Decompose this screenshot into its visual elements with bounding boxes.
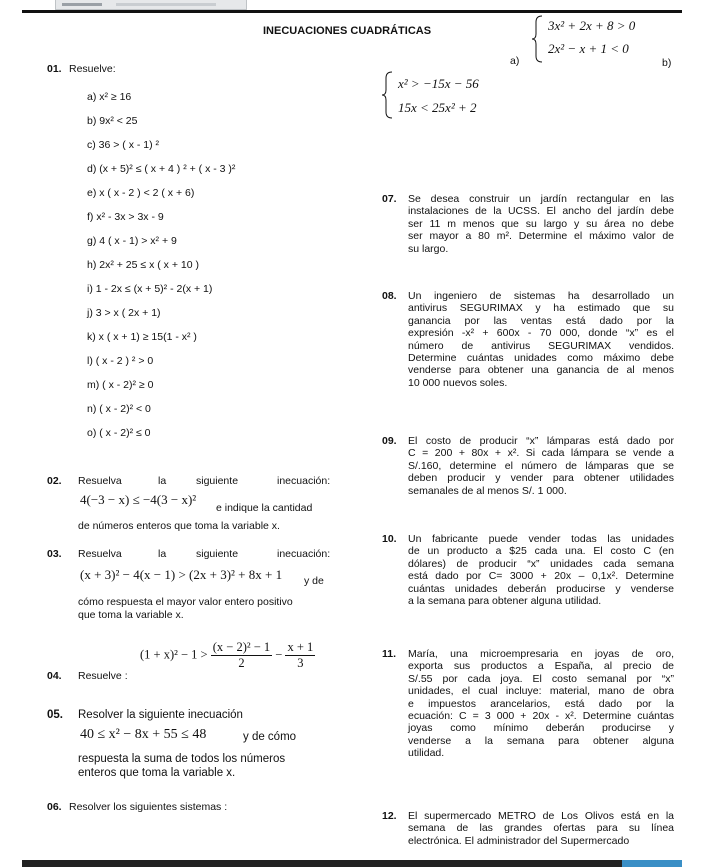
- q04-fraction-1: [211, 640, 272, 671]
- q10-line: está dado por C= 3000 + 20x – 0,1x². Determine: [408, 570, 674, 583]
- top-rule: [22, 10, 682, 13]
- bottom-tab: [622, 860, 682, 867]
- q10-number: 10.: [382, 533, 397, 545]
- system-a-line1: 3x² + 2x + 8 > 0: [548, 18, 636, 33]
- q04-f2-num: x + 1: [287, 640, 314, 654]
- q03-expression: (x + 3)² − 4(x − 1) > (2x + 3)² + 8x + 1: [80, 567, 283, 582]
- q06-label: Resolver los siguientes sistemas :: [69, 801, 228, 813]
- q09-text: [408, 435, 674, 497]
- q02-number: 02.: [47, 475, 62, 487]
- q10-line: Un fabricante puede vender todas las unidades: [408, 533, 674, 545]
- q03-number: 03.: [47, 548, 62, 560]
- bottom-rule: [22, 860, 682, 867]
- q11-number: 11.: [382, 648, 397, 660]
- q04-fraction-2: [285, 640, 315, 671]
- q11-line: exporta sus productos a España, al precio de: [408, 660, 674, 673]
- q12-line: semana de las grandes ofertas para su línea: [408, 822, 674, 835]
- q04-f1-den: 2: [238, 656, 245, 670]
- system-b-line1: x² > −15x − 56: [398, 76, 479, 91]
- q11-block: [382, 648, 674, 760]
- q07-line: Se desea construir un jardín rectangular en las: [408, 193, 674, 205]
- q01-item: c) 36 > ( x - 1) ²: [87, 139, 160, 151]
- q10-block: [382, 533, 674, 608]
- q05-expression: 40 ≤ x² − 8x + 55 ≤ 48: [80, 727, 207, 742]
- q01-item: h) 2x² + 25 ≤ x ( x + 10 ): [87, 259, 199, 271]
- q02-last: de números enteros que toma la variable x.: [78, 520, 280, 532]
- q08-line: antivirus SEGURIMAX y ha estimado que su: [408, 302, 674, 315]
- q03-after: y de: [304, 575, 324, 587]
- q04-lhs: (1 + x)² − 1 >: [140, 647, 208, 662]
- q07-line: instalaciones de la UCSS. El ancho del jardín debe: [408, 205, 674, 218]
- q08-line: 10 000 nuevos soles.: [408, 376, 508, 389]
- q03-word: Resuelva: [78, 548, 122, 560]
- q08-block: [382, 290, 674, 389]
- q01-item: m) ( x - 2)² ≥ 0: [87, 379, 154, 391]
- q08-text: [408, 290, 674, 389]
- page-title: INECUACIONES CUADRÁTICAS: [263, 25, 432, 37]
- q03-word: inecuación:: [277, 548, 331, 560]
- q01-item: k) x ( x + 1) ≥ 15(1 - x² ): [87, 331, 197, 343]
- q07-number: 07.: [382, 193, 397, 205]
- brace-icon: [382, 70, 394, 120]
- q01-item: i) 1 - 2x ≤ (x + 5)² - 2(x + 1): [87, 283, 213, 295]
- q11-line: joyas como mínimo deberán producirse y: [408, 722, 674, 735]
- q11-line: e impuestos arancelarios, está dado por la: [408, 697, 674, 710]
- q03-word: siguiente: [196, 548, 239, 560]
- q11-line: ecuación: C = 3 000 + 20x - x². Determine cuántas: [408, 710, 674, 723]
- system-a-line2: 2x² − x + 1 < 0: [548, 41, 629, 56]
- q01-item: d) (x + 5)² ≤ ( x + 4 ) ² + ( x - 3 )²: [87, 163, 236, 175]
- q04-label: Resuelve :: [78, 670, 128, 682]
- q01-label: Resuelve:: [69, 63, 116, 75]
- q07-line: su largo.: [408, 242, 449, 255]
- q12-number: 12.: [382, 810, 397, 822]
- q04-f2-den: 3: [297, 656, 304, 670]
- window-thumbnail: [55, 0, 247, 10]
- q10-line: a la semana para obtener alguna utilidad.: [408, 595, 602, 608]
- system-b-label: b): [662, 57, 672, 69]
- q09-line: C = 200 + 80x + x². Si cada lámpara se vende a: [408, 447, 674, 460]
- q09-line: deben producir y vender para obtener utilidades: [408, 472, 674, 485]
- q02-word: Resuelva: [78, 475, 122, 487]
- q12-line: El supermercado METRO de Los Olivos está en la: [408, 810, 674, 822]
- q01-item: e) x ( x - 2 ) < 2 ( x + 6): [87, 187, 195, 199]
- q01-item: j) 3 > x ( 2x + 1): [87, 307, 161, 319]
- q11-line: María, una microempresaria en joyas de oro,: [408, 648, 674, 660]
- system-a-label: a): [510, 55, 520, 67]
- q05-line3: enteros que toma la variable x.: [78, 767, 236, 779]
- q10-line: de un producto a $25 cada una. El costo C (en: [408, 545, 674, 558]
- system-a: [532, 14, 682, 64]
- q08-line: expresión -x² + 600x - 70 000, donde “x” es el: [408, 327, 674, 340]
- q08-line: ganancia por las ventas está dado por la: [408, 314, 674, 327]
- q11-line: venderse a la semana para obtener alguna: [408, 734, 674, 747]
- q03-line2: cómo respuesta el mayor valor entero positivo: [78, 596, 293, 608]
- q07-text: [408, 193, 674, 255]
- q12-text: [408, 810, 674, 847]
- q03-line3: que toma la variable x.: [78, 609, 184, 621]
- q04-minus: −: [275, 647, 283, 662]
- q02-expression: 4(−3 − x) ≤ −4(3 − x)²: [80, 492, 197, 507]
- q11-text: [408, 648, 674, 760]
- q05-number: 05.: [47, 709, 63, 721]
- q03-word: la: [158, 548, 167, 560]
- q05-after: y de cómo: [243, 731, 297, 743]
- q09-line: semanales de al menos S/. 1 000.: [408, 484, 567, 497]
- q07-line: ser mayor a 80 m². Determine el máximo valor de: [408, 230, 674, 243]
- q10-line: cuántas unidades deberán producirse y venderse: [408, 582, 674, 595]
- system-b: [382, 70, 532, 120]
- q08-line: número de antivirus SEGURIMAX vendidos.: [408, 339, 674, 352]
- q01-item: n) ( x - 2)² < 0: [87, 403, 151, 415]
- q02-word: inecuación:: [277, 475, 331, 487]
- q10-text: [408, 533, 674, 607]
- q11-line: unidades, el cual incluye: material, mano de obra: [408, 685, 674, 698]
- q05-label: Resolver la siguiente inecuación: [78, 709, 243, 721]
- q11-line: S/.55 por cada joya. El costo semanal por “x”: [408, 672, 674, 685]
- q09-number: 09.: [382, 435, 397, 447]
- q02-after: e indique la cantidad: [216, 502, 313, 514]
- q04-number: 04.: [47, 670, 62, 682]
- q02-word: siguiente: [196, 475, 239, 487]
- q08-line: Un ingeniero de sistemas ha desarrollado un: [408, 290, 674, 302]
- q05-line2: respuesta la suma de todos los números: [78, 753, 286, 765]
- q01-item: a) x² ≥ 16: [87, 91, 132, 103]
- q09-line: S/.160, determine el número de lámparas que se: [408, 459, 674, 472]
- q07-block: [382, 193, 674, 255]
- q08-line: venderse para obtener una ganancia de al menos: [408, 364, 674, 377]
- q04-f1-num: (x − 2)² − 1: [212, 640, 271, 654]
- q10-line: dólares) de producir “x” unidades cada semana: [408, 557, 674, 570]
- q06-number: 06.: [47, 801, 62, 813]
- q09-block: [382, 435, 674, 497]
- q01-item: o) ( x - 2)² ≤ 0: [87, 427, 151, 439]
- q08-line: Determine cuántas unidades como máximo debe: [408, 352, 674, 365]
- q02-word: la: [158, 475, 167, 487]
- q01-item: g) 4 ( x - 1) > x² + 9: [87, 235, 177, 247]
- brace-icon: [532, 14, 544, 64]
- q01-item: l) ( x - 2 ) ² > 0: [87, 355, 154, 367]
- q01-item: b) 9x² < 25: [87, 115, 138, 127]
- q11-line: utilidad.: [408, 747, 445, 760]
- q08-number: 08.: [382, 290, 397, 302]
- system-b-line2: 15x < 25x² + 2: [398, 100, 477, 115]
- q12-line: electrónica. El administrador del Supermercado: [408, 834, 630, 847]
- q01-number: 01.: [47, 63, 62, 75]
- q04-expression: [140, 640, 315, 671]
- q09-line: El costo de producir “x” lámparas está dado por: [408, 435, 674, 447]
- q07-line: ser 11 m menos que su largo y su área no debe: [408, 217, 674, 230]
- q12-block: [382, 810, 674, 847]
- q01-item: f) x² - 3x > 3x - 9: [87, 211, 164, 223]
